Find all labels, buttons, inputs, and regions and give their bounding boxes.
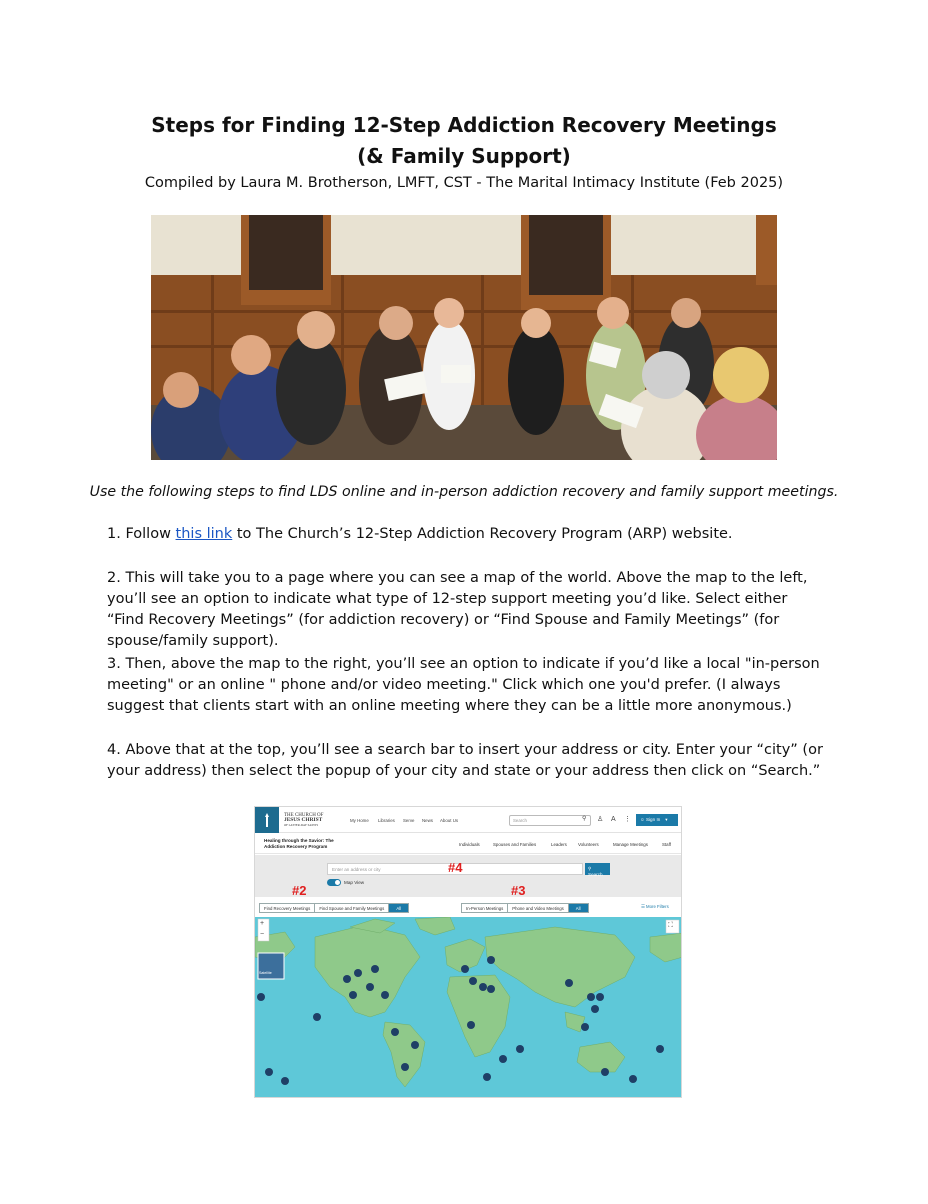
search-band [255,855,682,897]
group-meeting-photo [151,215,777,460]
zoom-out-button[interactable]: − [260,931,265,938]
search-button-label: Search [588,872,603,877]
arp-website-screenshot [254,806,682,1098]
subnav-manage-meetings[interactable]: Manage Meetings [613,842,648,847]
nav-news[interactable]: News [422,818,433,823]
more-filters-button[interactable] [641,904,669,910]
language-icon[interactable]: A [611,816,616,823]
site-header [255,807,682,833]
arp-website-link[interactable]: this link [175,526,233,542]
search-icon[interactable]: ⚲ [582,816,587,822]
apps-grid-icon[interactable]: ⋮ [624,816,631,823]
find-spouse-family-meetings-option[interactable]: Find Spouse and Family Meetings [315,904,389,912]
church-logo-text [284,813,328,828]
sign-in-button[interactable] [636,814,678,826]
nav-my-home[interactable]: My Home [350,818,369,823]
user-icon: ☺ [640,817,646,822]
chevron-down-icon: ▾ [665,817,668,822]
step-1 [107,524,827,545]
logo-line-1: THE CHURCH OF [284,813,324,818]
step-2: 2. This will take you to a page where you can see a map of the world. Above the map to the left, you’ll see an option to indicate what type of 12-step support meeting you’d like. Select either “Find Recovery Meetings” (for addiction recovery) or “Find Spouse and Family Meetings” (for spouse/family support). [107,570,808,649]
nav-libraries[interactable]: Libraries [378,818,395,823]
search-icon: ⚲ [588,866,592,871]
annotation-3: #3 [511,883,526,898]
meeting-format-all-option[interactable]: All [569,904,588,912]
subnav-individuals[interactable]: Individuals [459,842,480,847]
more-filters-label: More Filters [646,904,669,909]
logo-line-2: JESUS CHRIST [284,817,323,823]
search-button[interactable] [585,863,610,875]
satellite-toggle[interactable]: Satellite [259,971,272,975]
site-search-input[interactable]: Search [509,815,591,826]
intro-text: Use the following steps to find LDS online and in-person addiction recovery and family support meetings. [89,484,839,500]
subnav-staff[interactable]: Staff [662,842,671,847]
nav-serve[interactable]: Serve [403,818,415,823]
step-3: 3. Then, above the map to the right, you’ll see an option to indicate if you’d like a local "in-person meeting" or an online " phone and/or video meeting." Click which one you'd prefer. (I always suggest that clients start with an online meeting where they can be a little more anonymous.) [107,656,820,714]
map-view-label: Map View [344,880,365,885]
in-person-meetings-option[interactable]: In-Person Meetings [462,904,508,912]
church-logo-icon [255,807,279,833]
subnav-volunteers[interactable]: Volunteers [578,842,599,847]
map-view-toggle[interactable] [327,879,341,886]
subnav-spouses-families[interactable]: Spouses and Families [493,842,537,847]
address-search-input[interactable]: Enter an address or city [327,863,583,875]
find-recovery-meetings-option[interactable]: Find Recovery Meetings [260,904,315,912]
nav-about-us[interactable]: About Us [440,818,459,823]
world-map-svg [255,917,682,1098]
step-1-text-before: 1. Follow [107,526,176,542]
meeting-type-selector [259,903,409,913]
annotation-2: #2 [292,883,307,898]
meeting-type-all-option[interactable]: All [389,904,408,912]
step-4: 4. Above that at the top, you’ll see a search bar to insert your address or city. Enter your “city” (or your address) then select the popup of your city and state or your address then click on “Search.” [107,742,823,779]
phone-video-meetings-option[interactable]: Phone and Video Meetings [508,904,569,912]
subtitle: Compiled by Laura M. Brotherson, LMFT, CST - The Marital Intimacy Institute (Feb 2025) [144,175,784,191]
site-subheader [255,834,682,854]
sign-in-label: Sign In [645,817,661,822]
fullscreen-icon[interactable]: ⛶ [668,922,673,929]
people-icon[interactable]: ♙ [597,816,604,823]
site-title: Healing through the Savior: The Addiction Recovery Program [264,838,334,849]
zoom-in-button[interactable]: + [260,920,265,927]
subnav-leaders[interactable]: Leaders [551,842,567,847]
meeting-format-selector [461,903,589,913]
page-title: Steps for Finding 12-Step Addiction Recovery Meetings [151,113,777,137]
logo-line-3: OF LATTER-DAY SAINTS [284,823,319,827]
page-title-line2: (& Family Support) [357,144,571,168]
world-map[interactable] [255,917,682,1098]
filter-icon: ☰ [641,904,647,909]
annotation-4: #4 [448,860,463,875]
step-1-text-after: to The Church’s 12-Step Addiction Recovery Program (ARP) website. [232,526,733,542]
